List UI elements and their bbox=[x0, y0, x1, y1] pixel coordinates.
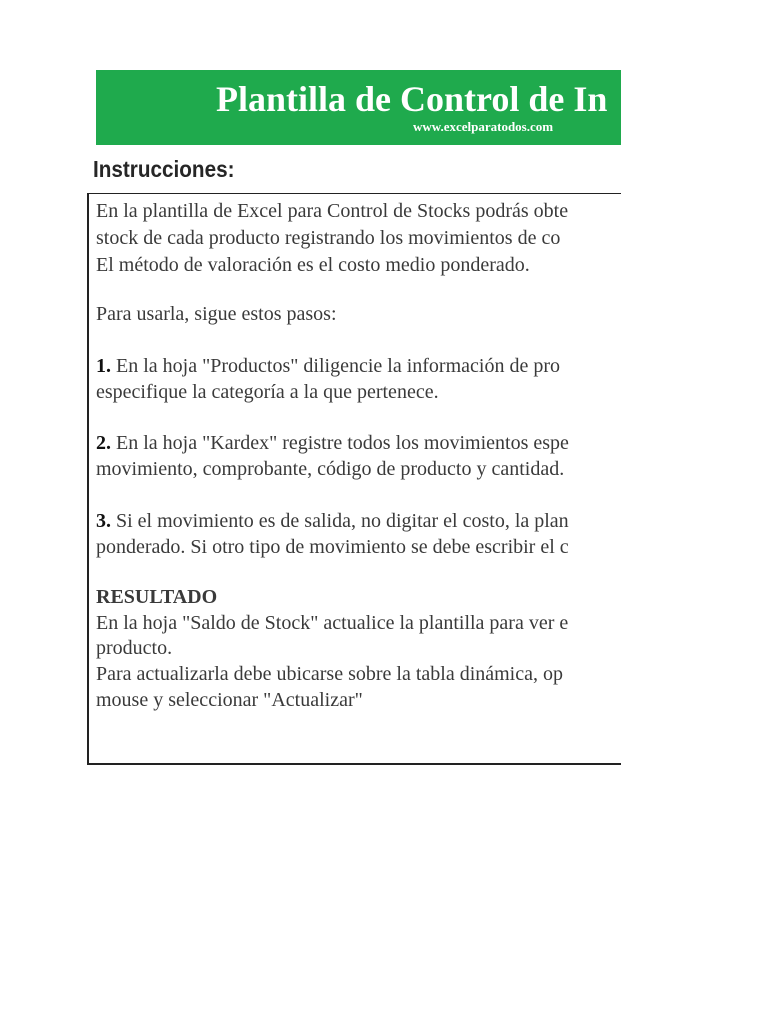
step-2-line-2: movimiento, comprobante, código de producto y cantidad. bbox=[96, 458, 565, 480]
page-title: Plantilla de Control de In bbox=[216, 79, 608, 119]
step-1-text: En la hoja "Productos" diligencie la información de pro bbox=[111, 355, 560, 377]
step-3-line-1 bbox=[96, 509, 569, 533]
step-3-number: 3. bbox=[96, 510, 111, 532]
step-3-line-2: ponderado. Si otro tipo de movimiento se debe escribir el c bbox=[96, 536, 569, 558]
step-2-number: 2. bbox=[96, 432, 111, 454]
instructions-heading: Instrucciones: bbox=[93, 156, 235, 182]
intro-line-2: stock de cada producto registrando los movimientos de co bbox=[96, 227, 561, 249]
result-line-4: mouse y seleccionar "Actualizar" bbox=[96, 689, 363, 711]
result-heading: RESULTADO bbox=[96, 586, 218, 608]
step-2-line-1 bbox=[96, 431, 569, 455]
website-link[interactable]: www.excelparatodos.com bbox=[413, 119, 554, 134]
intro-line-3: El método de valoración es el costo medio ponderado. bbox=[96, 254, 530, 276]
result-line-1: En la hoja "Saldo de Stock" actualice la plantilla para ver e bbox=[96, 612, 569, 634]
result-line-3: Para actualizarla debe ubicarse sobre la tabla dinámica, op bbox=[96, 663, 563, 685]
step-2-text: En la hoja "Kardex" registre todos los movimientos espe bbox=[111, 432, 569, 454]
intro-line-1: En la plantilla de Excel para Control de Stocks podrás obte bbox=[96, 200, 569, 222]
result-line-2: producto. bbox=[96, 637, 173, 659]
step-1-line-2: especifique la categoría a la que pertenece. bbox=[96, 381, 439, 403]
step-3-text: Si el movimiento es de salida, no digitar el costo, la plan bbox=[111, 510, 569, 532]
step-1-number: 1. bbox=[96, 355, 111, 377]
title-banner bbox=[96, 70, 621, 145]
step-1-line-1 bbox=[96, 354, 560, 378]
usage-text: Para usarla, sigue estos pasos: bbox=[96, 303, 337, 325]
